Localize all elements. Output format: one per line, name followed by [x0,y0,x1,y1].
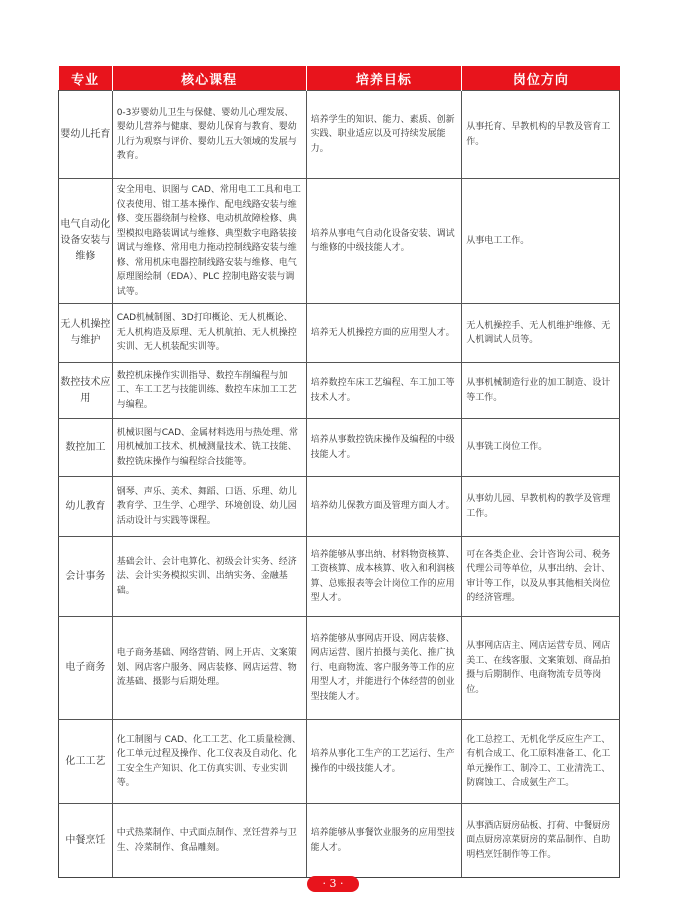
goal-cell: 培养幼儿保教方面及管理方面人才。 [306,477,462,537]
major-cell: 电气自动化设备安装与维修 [59,179,113,304]
table-row [59,304,620,363]
courses-cell: 机械识图与CAD、金属材料选用与热处理、常用机械加工技术、机械测量技术、铣工技能、数控铣床操作与编程综合技能等。 [112,419,306,477]
table-row [59,537,620,617]
goal-cell: 培养能够从事出纳、材料物资核算、工资核算、成本核算、收入和利润核算、总账报表等会计岗位工作的应用型人才。 [306,537,462,617]
courses-cell: 化工制图与 CAD、化工工艺、化工质量检测、化工单元过程及操作、化工仪表及自动化、化工安全生产知识、化工仿真实训、专业实训等。 [112,720,306,804]
table-row [59,179,620,304]
goal-cell: 培养学生的知识、能力、素质、创新实践、职业适应以及可持续发展能力。 [306,91,462,179]
career-cell: 可在各类企业、会计咨询公司、税务代理公司等单位，从事出纳、会计、审计等工作，以及从事其他相关岗位的经济管理。 [462,537,620,617]
career-cell: 从事托育、早教机构的早教及管育工作。 [462,91,620,179]
major-cell: 会计事务 [59,537,113,617]
table-row [59,720,620,804]
table-row [59,363,620,419]
career-cell: 从事电工工作。 [462,179,620,304]
table-header-row [59,66,620,91]
goal-cell: 培养能够从事网店开设、网店装修、网店运营、图片拍摄与美化、推广执行、电商物流、客户服务等工作的应用型人才，并能进行个体经营的创业型技能人才。 [306,617,462,720]
major-cell: 无人机操控与维护 [59,304,113,363]
courses-cell: 电子商务基础、网络营销、网上开店、文案策划、网店客户服务、网店装修、网店运营、物流基础、摄影与后期处理。 [112,617,306,720]
major-cell: 数控技术应用 [59,363,113,419]
major-cell: 中餐烹饪 [59,804,113,878]
courses-cell: 中式热菜制作、中式面点制作、烹饪营养与卫生、冷菜制作、食品雕刻。 [112,804,306,878]
goal-cell: 培养无人机操控方面的应用型人才。 [306,304,462,363]
courses-cell: 0-3岁婴幼儿卫生与保健、婴幼儿心理发展、婴幼儿营养与健康、婴幼儿保育与教育、婴幼儿行为观察与评价、婴幼儿五大领域的发展与教育。 [112,91,306,179]
goal-cell: 培养从事电气自动化设备安装、调试与维修的中级技能人才。 [306,179,462,304]
table-row [59,617,620,720]
document-page [58,66,620,878]
goal-cell: 培养能够从事餐饮业服务的应用型技能人才。 [306,804,462,878]
career-cell: 化工总控工、无机化学反应生产工、有机合成工、化工原料准备工、化工单元操作工、制冷工、工业清洗工、防腐蚀工、合成氨生产工。 [462,720,620,804]
table-row [59,477,620,537]
page-number-badge: · 3 · [307,876,359,892]
majors-table [58,66,620,878]
major-cell: 数控加工 [59,419,113,477]
table-row [59,804,620,878]
goal-cell: 培养数控车床工艺编程、车工加工等技术人才。 [306,363,462,419]
career-cell: 无人机操控手、无人机维护维修、无人机调试人员等。 [462,304,620,363]
table-row [59,91,620,179]
courses-cell: CAD机械制图、3D打印概论、无人机概论、无人机构造及原理、无人机航拍、无人机操控实训、无人机装配实训等。 [112,304,306,363]
header-courses: 核心课程 [112,66,306,91]
courses-cell: 安全用电、识图与 CAD、常用电工工具和电工仪表使用、钳工基本操作、配电线路安装与维修、变压器绕制与检修、电动机故障检修、典型模拟电路装调试与维修、典型数字电路装接调试与维修、常用电力拖动控制线路安装与维修、常用机床电器控制线路安装与维修、电气原理图绘制（EDA）、PLC 控制电路安装与调试等。 [112,179,306,304]
courses-cell: 数控机床操作实训指导、数控车削编程与加工、车工工艺与技能训练、数控车床加工工艺与编程。 [112,363,306,419]
career-cell: 从事酒店厨房砧板、打荷、中餐厨房面点厨房凉菜厨房的菜品制作、自助明档烹饪制作等工作。 [462,804,620,878]
career-cell: 从事铣工岗位工作。 [462,419,620,477]
courses-cell: 基础会计、会计电算化、初级会计实务、经济法、会计实务模拟实训、出纳实务、金融基础。 [112,537,306,617]
courses-cell: 钢琴、声乐、美术、舞蹈、口语、乐理、幼儿教育学、卫生学、心理学、环境创设、幼儿园活动设计与实践等课程。 [112,477,306,537]
header-career: 岗位方向 [462,66,620,91]
table-row [59,419,620,477]
career-cell: 从事网店店主、网店运营专员、网店美工、在线客服、文案策划、商品拍摄与后期制作、电商物流专员等岗位。 [462,617,620,720]
header-major: 专业 [59,66,113,91]
major-cell: 电子商务 [59,617,113,720]
goal-cell: 培养从事化工生产的工艺运行、生产操作的中级技能人才。 [306,720,462,804]
career-cell: 从事机械制造行业的加工制造、设计等工作。 [462,363,620,419]
major-cell: 幼儿教育 [59,477,113,537]
major-cell: 化工工艺 [59,720,113,804]
career-cell: 从事幼儿园、早教机构的教学及管理工作。 [462,477,620,537]
major-cell: 婴幼儿托育 [59,91,113,179]
header-goal: 培养目标 [306,66,462,91]
goal-cell: 培养从事数控铣床操作及编程的中级技能人才。 [306,419,462,477]
